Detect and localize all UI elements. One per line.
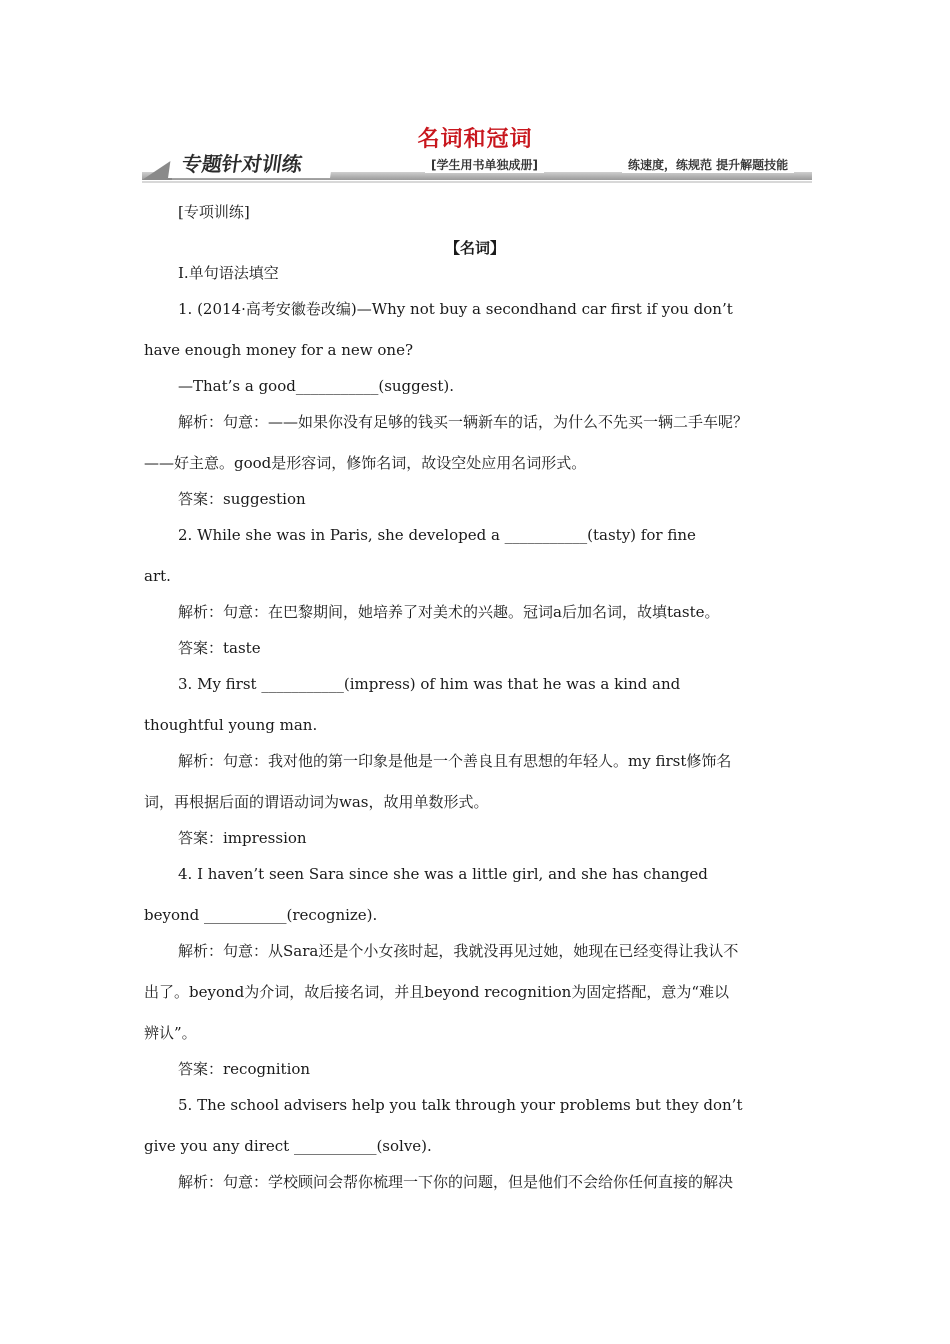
question-3-line-1: 3. My first ___________(impress) of him was that he was a kind and	[178, 675, 681, 693]
section-label: [专项训练]	[178, 203, 250, 221]
answer-4: 答案：recognition	[178, 1060, 311, 1078]
analysis-3-line-2: 词，再根据后面的谓语动词为was，故用单数形式。	[144, 793, 489, 811]
question-1-line-1: 1. (2014·高考安徽卷改编)—Why not buy a secondhand car first if you don’t	[178, 300, 733, 318]
analysis-1-line-2: ——好主意。good是形容词，修饰名词，故设空处应用名词形式。	[144, 454, 587, 472]
answer-2: 答案：taste	[178, 639, 261, 657]
section-heading: 【名词】	[444, 239, 505, 257]
question-3-line-2: thoughtful young man.	[144, 716, 318, 734]
question-4-line-2: beyond ___________(recognize).	[144, 906, 378, 924]
analysis-4-line-1: 解析：句意：从Sara还是个小女孩时起，我就没再见过她，她现在已经变得让我认不	[178, 942, 739, 960]
banner-underline	[142, 181, 812, 183]
banner-slogan: 练速度，练规范 提升解题技能	[622, 156, 794, 173]
banner-note: [学生用书单独成册]	[425, 156, 544, 173]
question-1-line-2: have enough money for a new one?	[144, 341, 414, 359]
question-1-line-3: —That’s a good___________(suggest).	[178, 377, 454, 395]
question-4-line-1: 4. I haven’t seen Sara since she was a little girl, and she has changed	[178, 865, 708, 883]
analysis-5-line-1: 解析：句意：学校顾问会帮你梳理一下你的问题，但是他们不会给你任何直接的解决	[178, 1173, 734, 1191]
answer-3: 答案：impression	[178, 829, 307, 847]
analysis-4-line-2: 出了。beyond为介词，故后接名词，并且beyond recognition为固定搭配，意为“难以	[144, 983, 729, 1001]
analysis-4-line-3: 辨认”。	[144, 1024, 197, 1042]
question-2-line-2: art.	[144, 567, 171, 585]
page-title: 名词和冠词	[417, 127, 533, 152]
analysis-3-line-1: 解析：句意：我对他的第一印象是他是一个善良且有思想的年轻人。my first修饰名	[178, 752, 732, 770]
section-banner	[142, 150, 812, 186]
question-2-line-1: 2. While she was in Paris, she developed a ___________(tasty) for fine	[178, 526, 696, 544]
banner-label: 专题针对训练	[168, 150, 334, 178]
answer-1: 答案：suggestion	[178, 490, 306, 508]
subsection-heading: Ⅰ.单句语法填空	[178, 264, 279, 282]
question-5-line-1: 5. The school advisers help you talk through your problems but they don’t	[178, 1096, 743, 1114]
analysis-2: 解析：句意：在巴黎期间，她培养了对美术的兴趣。冠词a后加名词，故填taste。	[178, 603, 720, 621]
analysis-1-line-1: 解析：句意：——如果你没有足够的钱买一辆新车的话，为什么不先买一辆二手车呢？	[178, 413, 749, 431]
question-5-line-2: give you any direct ___________(solve).	[144, 1137, 432, 1155]
